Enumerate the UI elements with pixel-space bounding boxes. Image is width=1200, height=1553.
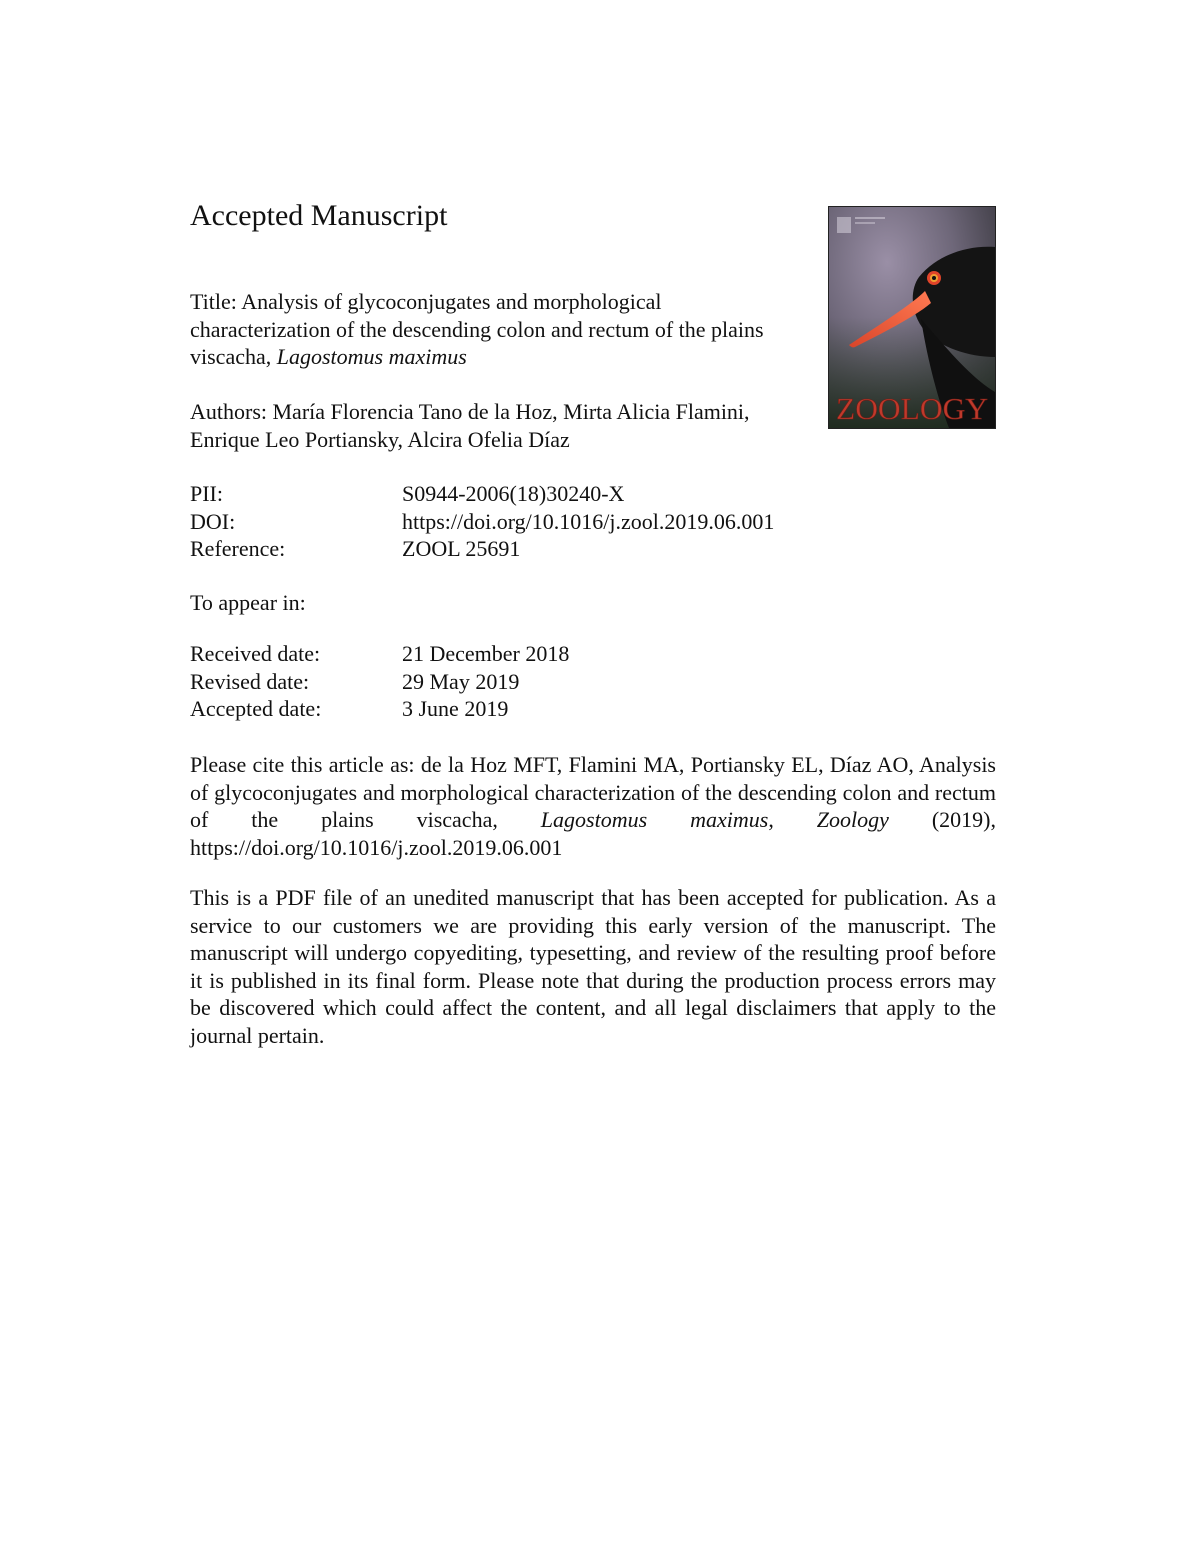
article-title [190,288,780,371]
pii-label: PII: [190,481,223,506]
revised-label: Revised date: [190,668,310,694]
received-value: 21 December 2018 [402,641,570,666]
identifier-table [190,480,774,563]
revised-row [190,668,569,696]
journal-cover-image [828,206,996,429]
citation-journal: Zoology [816,807,889,832]
article-authors [190,398,750,453]
reference-label: Reference: [190,536,286,561]
doi-label: DOI: [190,508,236,534]
manuscript-heading: Accepted Manuscript [190,199,448,232]
doi-row [190,508,774,536]
received-label: Received date: [190,641,321,666]
citation-separator: , [768,807,774,832]
authors-label: Authors: [190,399,267,424]
citation-suffix: (2019), https://doi.org/10.1016/j.zool.2019.06.001 [190,807,997,860]
doi-value[interactable]: https://doi.org/10.1016/j.zool.2019.06.001 [402,508,775,534]
pii-row [190,480,774,508]
reference-row [190,535,774,563]
title-species: Lagostomus maximus [276,344,467,369]
citation-species: Lagostomus maximus [540,807,769,832]
authors-text: María Florencia Tano de la Hoz, Mirta Alicia Flamini, Enrique Leo Portiansky, Alcira Ofelia Díaz [190,399,750,452]
reference-value: ZOOL 25691 [402,536,521,561]
disclaimer-paragraph: This is a PDF file of an unedited manuscript that has been accepted for publication. As a service to our customers we are providing this early version of the manuscript. The manuscript will undergo copyediting, typesetting, and review of the resulting proof before it is published in its final form. Please note that during the production process errors may be discovered which could affect the content, and all legal disclaimers that apply to the journal pertain. [190,885,996,1048]
accepted-value: 3 June 2019 [402,696,509,721]
title-text: Analysis of glycoconjugates and morphological characterization of the descending colon and rectum of the plains viscacha, [190,289,764,369]
to-appear-label: To appear in: [190,590,306,615]
accepted-row [190,695,569,723]
citation-prefix: Please cite this article as: de la Hoz MFT, Flamini MA, Portiansky EL, Díaz AO, Analysis of glycoconjugates and morphological characterization of the descending colon and rectum of the plains viscacha, [190,752,996,832]
cover-journal-name: ZOOLOGY [836,391,988,426]
pii-value: S0944-2006(18)30240-X [402,481,625,506]
accepted-label: Accepted date: [190,696,322,721]
dates-table [190,640,569,723]
title-label: Title: [190,289,237,314]
revised-value: 29 May 2019 [402,668,520,694]
citation-paragraph [190,751,996,861]
received-row [190,640,569,668]
